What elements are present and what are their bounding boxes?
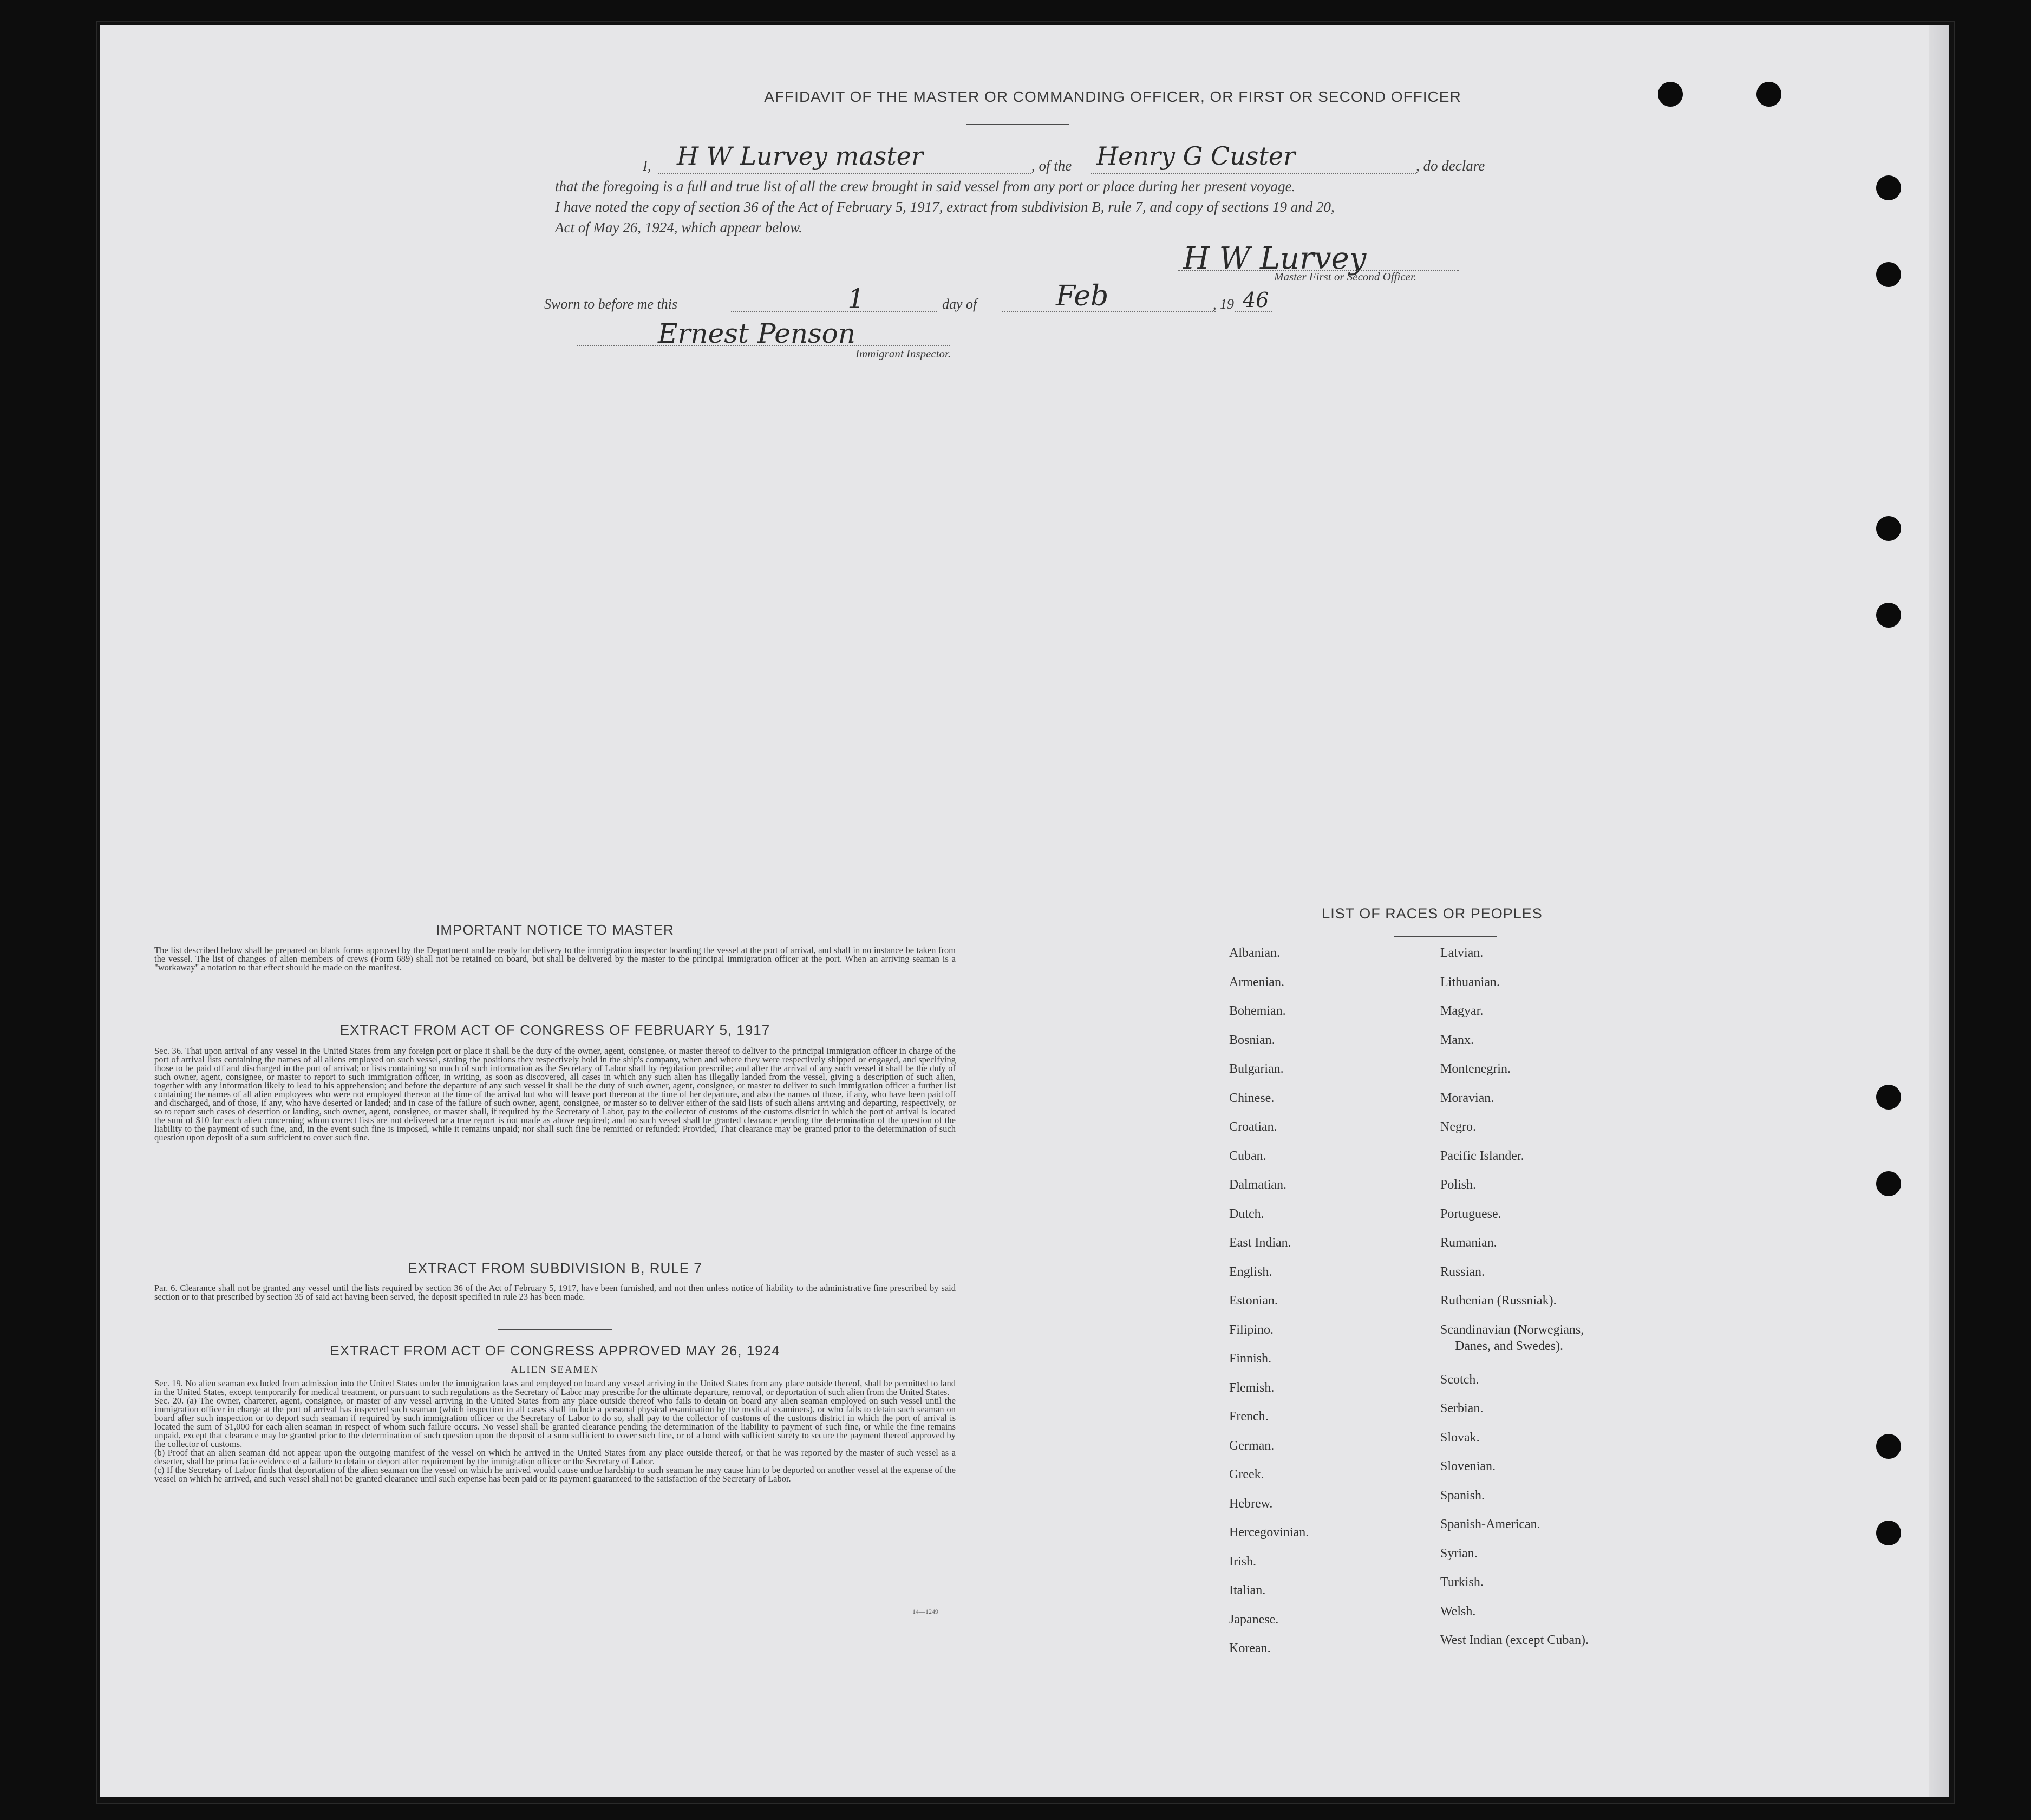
punch-hole-icon: [1876, 262, 1901, 287]
title-divider: [966, 124, 1069, 125]
vessel-name-line: [1091, 173, 1416, 174]
day-of-label: day of: [942, 296, 977, 312]
race-item: Negro.: [1440, 1120, 1476, 1134]
punch-hole-icon: [1876, 1521, 1901, 1545]
race-item: Syrian.: [1440, 1546, 1478, 1561]
race-item: Armenian.: [1229, 975, 1284, 989]
race-item: Greek.: [1229, 1467, 1264, 1482]
sworn-label: Sworn to before me this: [544, 296, 678, 312]
race-item: Scotch.: [1440, 1372, 1479, 1387]
inspector-caption: Immigrant Inspector.: [855, 347, 951, 360]
document-page: [100, 25, 1949, 1797]
race-item: Portuguese.: [1440, 1206, 1501, 1221]
races-divider: [1394, 936, 1497, 937]
punch-hole-icon: [1876, 516, 1901, 541]
race-item: Croatian.: [1229, 1120, 1277, 1134]
race-item: Estonian.: [1229, 1294, 1278, 1308]
month-line: [1002, 311, 1216, 312]
race-item: West Indian (except Cuban).: [1440, 1633, 1589, 1647]
inspector-signature: Ernest Penson: [658, 318, 855, 349]
race-item: Dutch.: [1229, 1206, 1264, 1221]
race-item: Russian.: [1440, 1264, 1485, 1279]
affidavit-body: [555, 141, 1643, 238]
punch-hole-icon: [1876, 175, 1901, 200]
punch-hole-icon: [1756, 82, 1781, 107]
race-item: East Indian.: [1229, 1236, 1291, 1250]
inspector-line: [577, 345, 950, 346]
race-item: Serbian.: [1440, 1401, 1484, 1415]
sec19-text: Sec. 19. No alien seaman excluded from admission into the United States under the immigration laws and employed on board any vessel arriving in the United States from any place outside thereof, shall be permitted to land in the United States, except temporarily for medical treatment, or pursuant to such regulations as the Secretary of Labor may prescribe for the ultimate departure, removal, or deportation of such alien from the United States.: [154, 1378, 956, 1397]
alien-seamen-subtitle: ALIEN SEAMEN: [511, 1364, 599, 1375]
of-the-label: , of the: [1031, 158, 1072, 174]
notice-title: IMPORTANT NOTICE TO MASTER: [436, 922, 674, 938]
race-item: Finnish.: [1229, 1352, 1272, 1366]
race-item: Spanish-American.: [1440, 1517, 1540, 1531]
race-item: Albanian.: [1229, 946, 1280, 960]
race-item: Scandinavian (Norwegians,: [1440, 1322, 1584, 1337]
race-item: Rumanian.: [1440, 1236, 1497, 1250]
extract-1917-title: EXTRACT FROM ACT OF CONGRESS OF FEBRUARY 5, 1917: [339, 1022, 770, 1038]
sworn-day-handwriting: 1: [847, 283, 865, 315]
race-item: Manx.: [1440, 1033, 1474, 1047]
day-line: [731, 311, 937, 312]
race-item: Slovenian.: [1440, 1459, 1496, 1473]
race-item: Cuban.: [1229, 1149, 1266, 1163]
divider: [498, 1329, 612, 1330]
vessel-name-handwriting: Henry G Custer: [1096, 141, 1296, 171]
sheet-edge: [1929, 25, 1949, 1797]
sec20b-text: (b) Proof that an alien seaman did not appear upon the outgoing manifest of the vessel on which he arrived in the United States from any place outside thereof, or that he was reported by the master of such vessel as a deserter, shall be prima facie evidence of a failure to detain or deport after requirement by the immigration officer or the Secretary of Labor.: [154, 1447, 956, 1466]
race-item: Chinese.: [1229, 1091, 1275, 1105]
race-item: Flemish.: [1229, 1380, 1275, 1395]
year-prefix-label: , 19: [1213, 296, 1234, 312]
signature-caption: Master First or Second Officer.: [1274, 270, 1417, 283]
extract-1924-body: [154, 1379, 956, 1483]
race-item: Korean.: [1229, 1641, 1271, 1655]
race-item: English.: [1229, 1264, 1272, 1279]
race-item: Bulgarian.: [1229, 1062, 1284, 1076]
punch-hole-icon: [1876, 1434, 1901, 1459]
sec20a-text: Sec. 20. (a) The owner, charterer, agent, consignee, or master of any vessel arriving in the United States from any place outside thereof who fails to detain on board any alien seaman employed on such vessel until the immigration officer in charge at the port of arrival has inspected such seaman (which inspection in all cases shall include a personal physical examination by the medical examiners), or who fails to detain such seaman on board after such inspection or to deport such seaman if required by such immigration officer or the Secretary of Labor to do so, shall pay to the collector of customs of the customs district in which the port of arrival is located the sum of $1,000 for each alien seaman in respect of whom such failure occurs. No vessel shall be granted clearance pending the determination of the liability to payment of such fine, or while the fine remains unpaid, except that clearance may be granted prior to the determination of such question upon the deposit of a sum sufficient to cover such fine, or of a bond with sufficient surety to secure the payment thereof approved by the collector of customs.: [154, 1395, 956, 1449]
do-declare-label: , do declare: [1416, 158, 1485, 174]
race-item: Montenegrin.: [1440, 1062, 1511, 1076]
race-item: Turkish.: [1440, 1575, 1484, 1589]
pronoun-label: I,: [643, 158, 651, 174]
extract-1917-text: Sec. 36. That upon arrival of any vessel in the United States from any foreign port or place it shall be the duty of the owner, agent, consignee, or master thereof to deliver to the principal immigration officer in charge of the port of arrival lists containing the names of all aliens employed on such vessel, stating the positions they respectively hold in the ship's company, when and where they were respectively shipped or engaged, and specifying those to be paid off and discharged in the port of arrival; or lists containing so much of such information as the Secretary of Labor shall by regulation prescribe; and after the arrival of any such vessel it shall be the duty of such owner, agent, consignee, or master to report to such immigration officer, in writing, as soon as discovered, all cases in which any such alien has illegally landed from the vessel, giving a description of such alien, together with any information likely to lead to his apprehension; and before the departure of any such vessel it shall be the duty of such owner, agent, consignee, or master to deliver to such immigration officer a further list containing the names of all alien employees who were not employed thereon at the time of the arrival but who will leave port thereon at the time of her departure, and also the names of those, if any, who have been paid off and discharged, and of those, if any, who have deserted or landed; and in case of the failure of such owner, agent, consignee, or master so to deliver either of the said lists of such aliens arriving and departing, respectively, or so to report such cases of desertion or landing, such owner, agent, consignee, or master shall, if required by the Secretary of Labor, pay to the collector of customs of the customs district in which the port of arrival is located the sum of $10 for each alien concerning whom correct lists are not delivered or a true report is not made as above required; and no such vessel shall be granted clearance pending the determination of the question of the liability to the payment of such fine, and, in the event such fine is imposed, while it remains unpaid; nor shall such fine be remitted or refunded: Provided, That clearance may be granted prior to the determination of such question upon deposit of a sum sufficient to cover such fine.: [154, 1046, 956, 1143]
race-item: Bohemian.: [1229, 1004, 1286, 1018]
race-item: Italian.: [1229, 1583, 1266, 1597]
master-name-line: [658, 173, 1031, 174]
race-item: Pacific Islander.: [1440, 1149, 1524, 1163]
race-item: Dalmatian.: [1229, 1178, 1286, 1192]
affidavit-title: AFFIDAVIT OF THE MASTER OR COMMANDING OFFICER, OR FIRST OR SECOND OFFICER: [764, 88, 1461, 105]
punch-hole-icon: [1876, 1171, 1901, 1196]
race-item: Welsh.: [1440, 1604, 1476, 1619]
race-item: Hebrew.: [1229, 1496, 1273, 1511]
race-item: Filipino.: [1229, 1322, 1274, 1337]
affidavit-line-1: [555, 141, 1643, 176]
race-item: Hercegovinian.: [1229, 1525, 1309, 1540]
race-item: Moravian.: [1440, 1091, 1494, 1105]
sworn-month-handwriting: Feb: [1056, 280, 1109, 312]
rule7-title: EXTRACT FROM SUBDIVISION B, RULE 7: [408, 1260, 702, 1276]
master-name-handwriting: H W Lurvey master: [677, 141, 923, 171]
rule7-text: Par. 6. Clearance shall not be granted any vessel until the lists required by section 36 of the Act of February 5, 1917, have been furnished, and not then unless notice of liability to the administrative fine prescribed by said section or to that prescribed by section 35 of said act having been served, the deposit specified in rule 23 has been made.: [154, 1283, 956, 1302]
race-item: Spanish.: [1440, 1488, 1485, 1503]
sworn-year-handwriting: 46: [1243, 288, 1269, 312]
affidavit-line-3: I have noted the copy of section 36 of the Act of February 5, 1917, extract from subdivision B, rule 7, and copy of sections 19 and 20,: [555, 199, 1335, 215]
notice-text: The list described below shall be prepared on blank forms approved by the Department and be ready for delivery to the immigration inspector boarding the vessel at the port of arrival, and shall in no instance be taken from the vessel. The list of changes of alien members of crews (Form 689) shall not be retained on board, but shall be delivered by the master to the principal immigration officer at the port. When an arriving seaman is a "workaway" a notation to that effect should be made on the manifest.: [154, 945, 956, 973]
race-item: Danes, and Swedes).: [1455, 1339, 1563, 1353]
race-item: Slovak.: [1440, 1430, 1480, 1445]
extract-1924-title: EXTRACT FROM ACT OF CONGRESS APPROVED MAY 26, 1924: [330, 1342, 780, 1359]
sec20c-text: (c) If the Secretary of Labor finds that deportation of the alien seaman on the vessel on which he arrived would cause undue hardship to such seaman he may cause him to be deported on another vessel at the expense of the vessel on which he arrived, and such vessel shall not be granted clearance until such expense has been paid or its payment guaranteed to the satisfaction of the Secretary of Labor.: [154, 1465, 956, 1484]
punch-hole-icon: [1876, 1085, 1901, 1110]
race-item: Irish.: [1229, 1554, 1256, 1569]
race-item: Ruthenian (Russniak).: [1440, 1294, 1557, 1308]
master-signature: H W Lurvey: [1183, 241, 1367, 276]
races-title: LIST OF RACES OR PEOPLES: [1322, 905, 1543, 922]
race-item: Magyar.: [1440, 1004, 1484, 1018]
punch-hole-icon: [1876, 603, 1901, 628]
race-item: Latvian.: [1440, 946, 1484, 960]
race-item: French.: [1229, 1410, 1269, 1424]
form-number: 14—1249: [912, 1608, 938, 1615]
race-item: Polish.: [1440, 1178, 1477, 1192]
race-item: German.: [1229, 1438, 1275, 1453]
affidavit-line-2: that the foregoing is a full and true list of all the crew brought in said vessel from any port or place during her present voyage.: [555, 178, 1296, 194]
race-item: Bosnian.: [1229, 1033, 1275, 1047]
year-line: [1235, 311, 1272, 312]
affidavit-line-4: Act of May 26, 1924, which appear below.: [555, 219, 802, 236]
race-item: Lithuanian.: [1440, 975, 1500, 989]
race-item: Japanese.: [1229, 1612, 1279, 1627]
